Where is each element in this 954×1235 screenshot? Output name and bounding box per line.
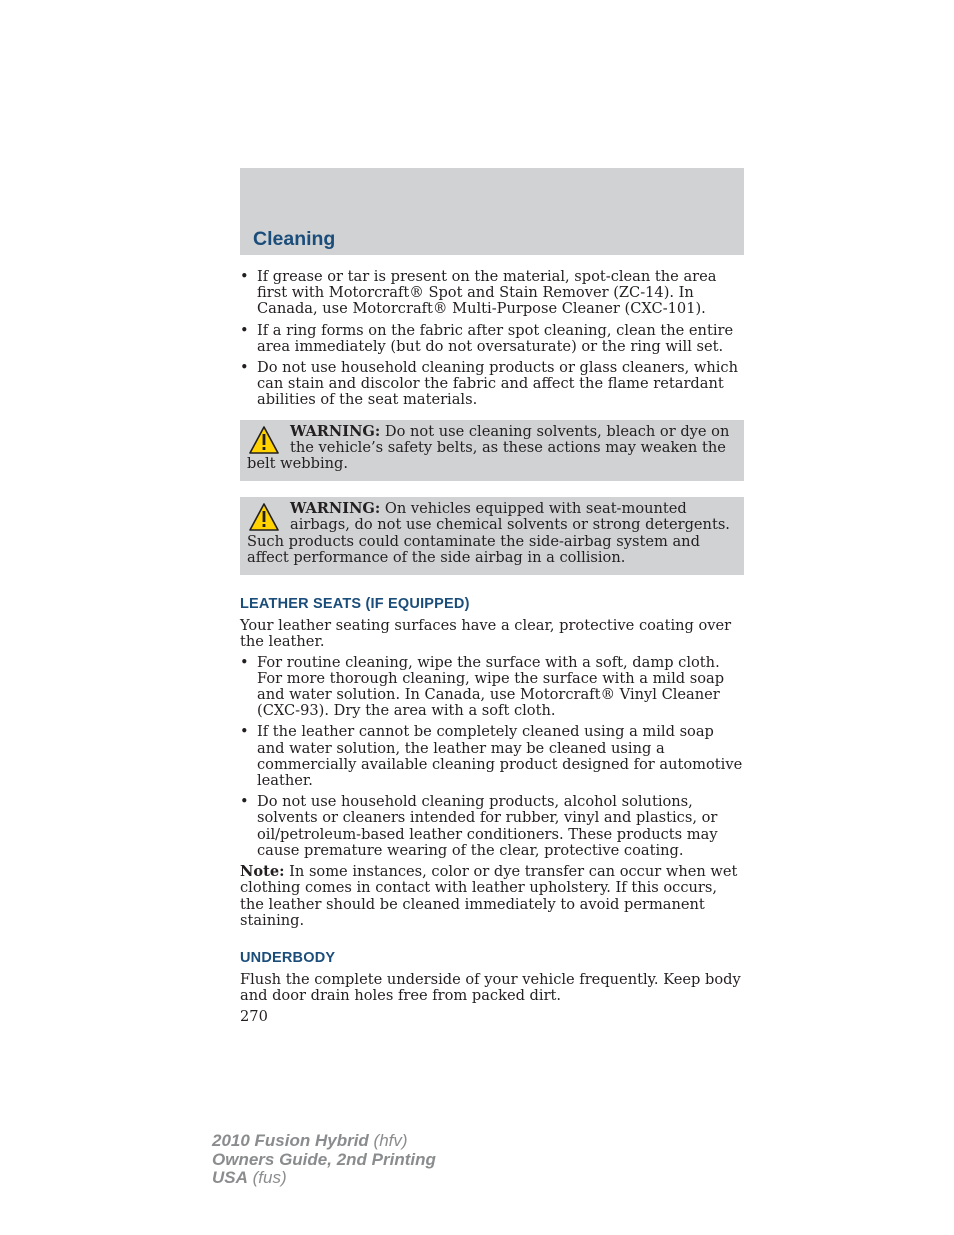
warning-label: WARNING: [290,422,381,440]
list-item: • Do not use household cleaning products or glass cleaners, which can stain and discolor the fabric and affect the flame retardant abilities of the seat materials. [240,360,744,409]
underbody-heading: UNDERBODY [240,949,336,966]
footer-line-region: USA (fus) [212,1168,287,1187]
leather-intro: Your leather seating surfaces have a clear, protective coating over the leather. [240,617,732,651]
warning-triangle-icon [248,502,280,532]
page-content [240,269,744,1025]
warning-text: Do not use cleaning solvents, bleach or dye on the vehicle’s safety belts, as these actions may weaken the belt webbing. [247,422,730,473]
fabric-bullet-list [240,269,744,409]
warning-triangle-icon [248,425,280,455]
warning-box-side-airbags [240,497,744,575]
note-text: In some instances, color or dye transfer can occur when wet clothing comes in contact with leather upholstery. If this occurs, the leather should be cleaned immediately to avoid permanent staining. [240,863,738,929]
list-item: • If a ring forms on the fabric after spot cleaning, clean the entire area immediately (but do not oversaturate) or the ring will set. [240,323,744,355]
underbody-text: Flush the complete underside of your vehicle frequently. Keep body and door drain holes free from packed dirt. [240,971,741,1005]
warning-text: On vehicles equipped with seat-mounted airbags, do not use chemical solvents or strong detergents. Such products could contaminate the side-airbag system and affect performance of the side airbag in a collision. [247,500,730,566]
section-title: Cleaning [253,228,336,250]
leather-bullet-list [240,655,744,859]
list-item: • Do not use household cleaning products, alcohol solutions, solvents or cleaners intended for rubber, vinyl and plastics, or oil/petroleum-based leather conditioners. These products may cause premature wearing of the clear, protective coating. [240,794,744,859]
document-footer [212,1132,436,1188]
footer-line-model: 2010 Fusion Hybrid (hfv) [212,1131,408,1150]
leather-seats-heading: LEATHER SEATS (IF EQUIPPED) [240,596,470,613]
section-header-band [240,168,744,255]
warning-box-safety-belts [240,420,744,482]
warning-label: WARNING: [290,500,381,518]
footer-line-guide: Owners Guide, 2nd Printing [212,1149,436,1169]
page-number: 270 [240,1007,268,1025]
leather-note [240,864,744,929]
list-item: • If grease or tar is present on the material, spot-clean the area first with Motorcraft® Spot and Stain Remover (ZC-14). In Canada, use Motorcraft® Multi-Purpose Cleaner (CXC-101). [240,269,744,318]
list-item: • If the leather cannot be completely cleaned using a mild soap and water solution, the leather may be cleaned using a commercially available cleaning product designed for automotive leather. [240,724,744,789]
note-label: Note: [240,863,285,881]
list-item: • For routine cleaning, wipe the surface with a soft, damp cloth. For more thorough cleaning, wipe the surface with a mild soap and water solution. In Canada, use Motorcraft® Vinyl Cleaner (CXC-93). Dry the area with a soft cloth. [240,655,744,720]
